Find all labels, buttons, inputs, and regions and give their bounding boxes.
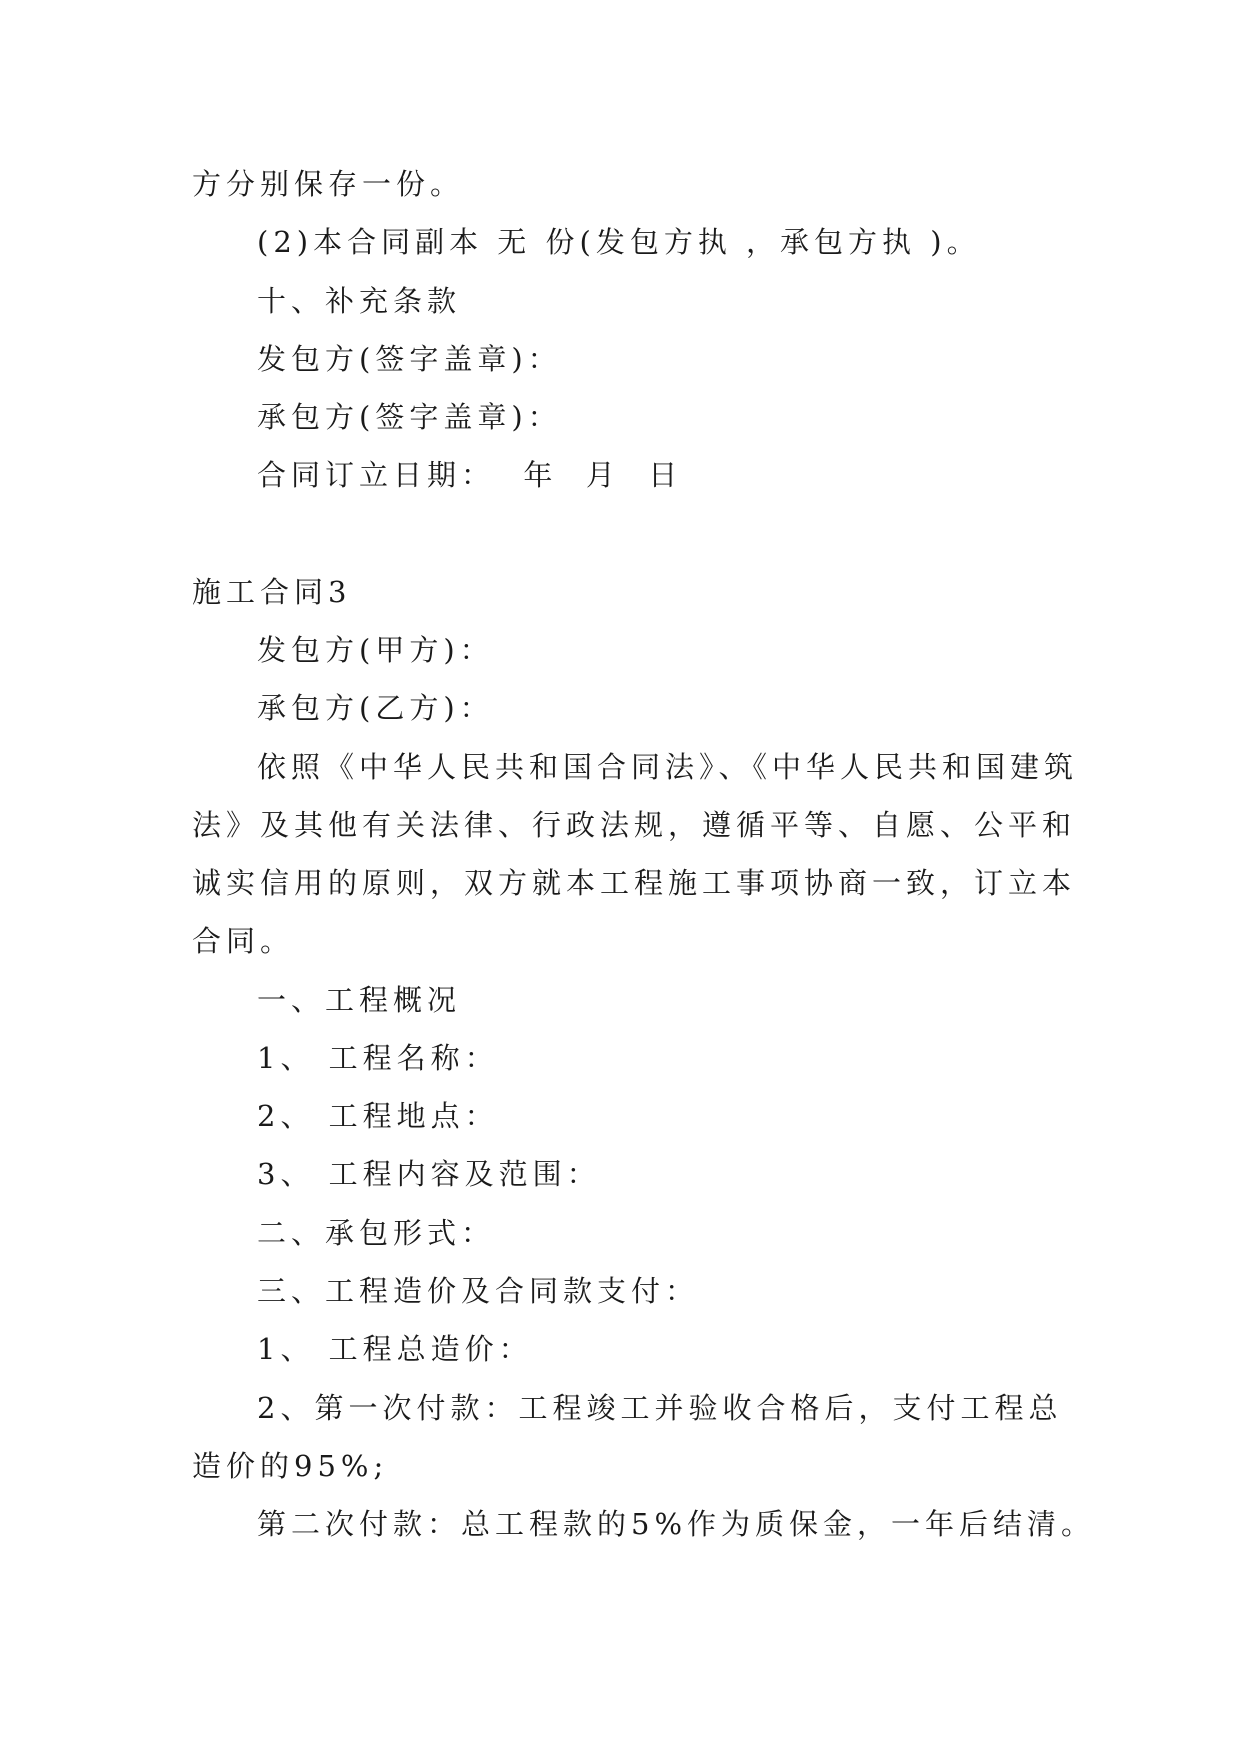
list-item: 2、 工程地点： [257, 1099, 499, 1133]
list-item: 1、 工程总造价： [257, 1332, 533, 1366]
section-title: 施工合同3 [192, 575, 352, 609]
list-item: 1、 工程名称： [257, 1041, 499, 1075]
text-line: 依照《中华人民共和国合同法》、《中华人民共和国建筑 [257, 750, 1079, 784]
text-line: (2)本合同副本 无 份(发包方执 ，承包方执 )。 [257, 225, 981, 259]
signature-line: 承包方(签字盖章)： [257, 400, 562, 434]
clause-heading: 三、工程造价及合同款支付： [257, 1274, 700, 1308]
party-line: 承包方(乙方)： [257, 691, 494, 725]
text-line: 法》及其他有关法律、行政法规，遵循平等、自愿、公平和 [192, 808, 1077, 842]
text-line: 第二次付款：总工程款的5%作为质保金，一年后结清。 [257, 1507, 1096, 1541]
text-line: 合同。 [192, 924, 295, 958]
text-line: 2、第一次付款：工程竣工并验收合格后，支付工程总 [257, 1391, 1063, 1425]
date-line: 合同订立日期： 年 月 日 [257, 458, 683, 492]
text-line: 方分别保存一份。 [192, 167, 465, 201]
signature-line: 发包方(签字盖章)： [257, 342, 562, 376]
clause-heading: 十、补充条款 [257, 284, 462, 318]
text-line: 造价的95%; [192, 1449, 389, 1483]
text-line: 诚实信用的原则，双方就本工程施工事项协商一致，订立本 [192, 866, 1077, 900]
list-item: 3、 工程内容及范围： [257, 1157, 601, 1191]
clause-heading: 二、承包形式： [257, 1216, 496, 1250]
party-line: 发包方(甲方)： [257, 633, 494, 667]
clause-heading: 一、工程概况 [257, 983, 462, 1017]
